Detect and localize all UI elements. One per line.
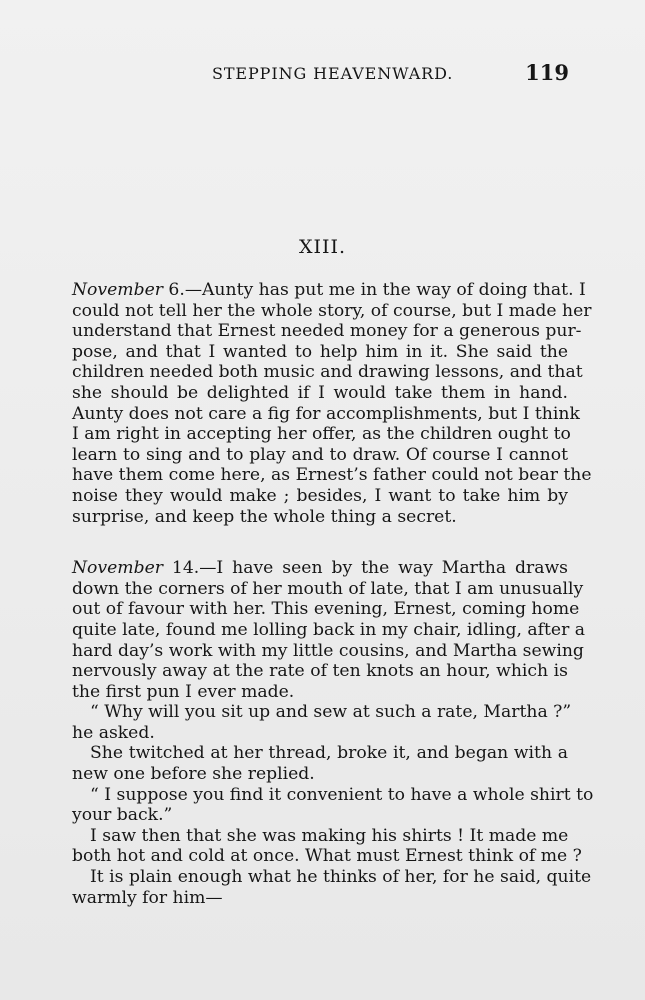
text-line: She twitched at her thread, broke it, and began with a	[90, 743, 568, 764]
text-line: out of favour with her. This evening, Ernest, coming home	[72, 599, 580, 620]
text-line: the first pun I ever made.	[72, 681, 295, 702]
diary-entry-november-6	[72, 280, 592, 527]
running-title: STEPPING HEAVENWARD.	[212, 64, 454, 83]
text-line: quite late, found me lolling back in my chair, idling, after a	[72, 619, 586, 640]
body-text	[72, 280, 594, 908]
paragraph	[72, 743, 568, 784]
text-line: nervously away at the rate of ten knots an hour, which is	[72, 661, 568, 682]
text-line: children needed both music and drawing lessons, and that	[72, 362, 583, 383]
text-line: he asked.	[72, 722, 155, 743]
diary-entry-november-14	[72, 558, 594, 908]
text-line: “ Why will you sit up and sew at such a rate, Martha ?”	[90, 702, 572, 723]
paragraph	[72, 784, 594, 826]
paragraph	[72, 825, 582, 867]
text-line: surprise, and keep the whole thing a secret.	[72, 506, 457, 527]
text-line: “ I suppose you find it convenient to have a whole shirt to	[90, 784, 594, 805]
text-line: noise they would make ; besides, I want to take him by	[72, 485, 568, 506]
text-line: she should be delighted if I would take them in hand.	[72, 382, 568, 403]
paragraph	[72, 867, 592, 908]
entry-date: November	[72, 558, 163, 579]
paragraph	[72, 702, 572, 743]
text-line: have them come here, as Ernest’s father could not bear the	[72, 465, 592, 486]
text-line: It is plain enough what he thinks of her, for he said, quite	[90, 867, 592, 888]
entry-date: November	[72, 280, 163, 300]
running-head	[0, 58, 645, 88]
text-line: Aunty does not care a fig for accomplishments, but I think	[72, 403, 580, 424]
text-line: I saw then that she was making his shirts ! It made me	[90, 825, 569, 846]
text-line: your back.”	[72, 805, 173, 826]
text-line: pose, and that I wanted to help him in it. She said the	[72, 341, 568, 362]
page-number: 119	[525, 60, 569, 85]
text-line	[72, 280, 586, 301]
text-line: new one before she replied.	[72, 764, 315, 785]
text-line: warmly for him—	[72, 887, 223, 908]
entry-opening: 6.—Aunty has put me in the way of doing that. I	[162, 280, 586, 300]
entry-opening: 14.—I have seen by the way Martha draws	[162, 558, 568, 579]
text-line: hard day’s work with my little cousins, and Martha sewing	[72, 640, 584, 661]
chapter-heading: XIII.	[298, 236, 347, 258]
text-line: understand that Ernest needed money for a generous pur-	[72, 321, 582, 342]
text-line: I am right in accepting her offer, as the children ought to	[72, 424, 571, 445]
text-line: both hot and cold at once. What must Ernest think of me ?	[72, 846, 582, 867]
text-line: learn to sing and to play and to draw. Of course I cannot	[72, 444, 568, 465]
text-line: could not tell her the whole story, of course, but I made her	[72, 300, 592, 321]
text-line	[72, 558, 568, 579]
text-line: down the corners of her mouth of late, that I am unusually	[72, 578, 584, 599]
